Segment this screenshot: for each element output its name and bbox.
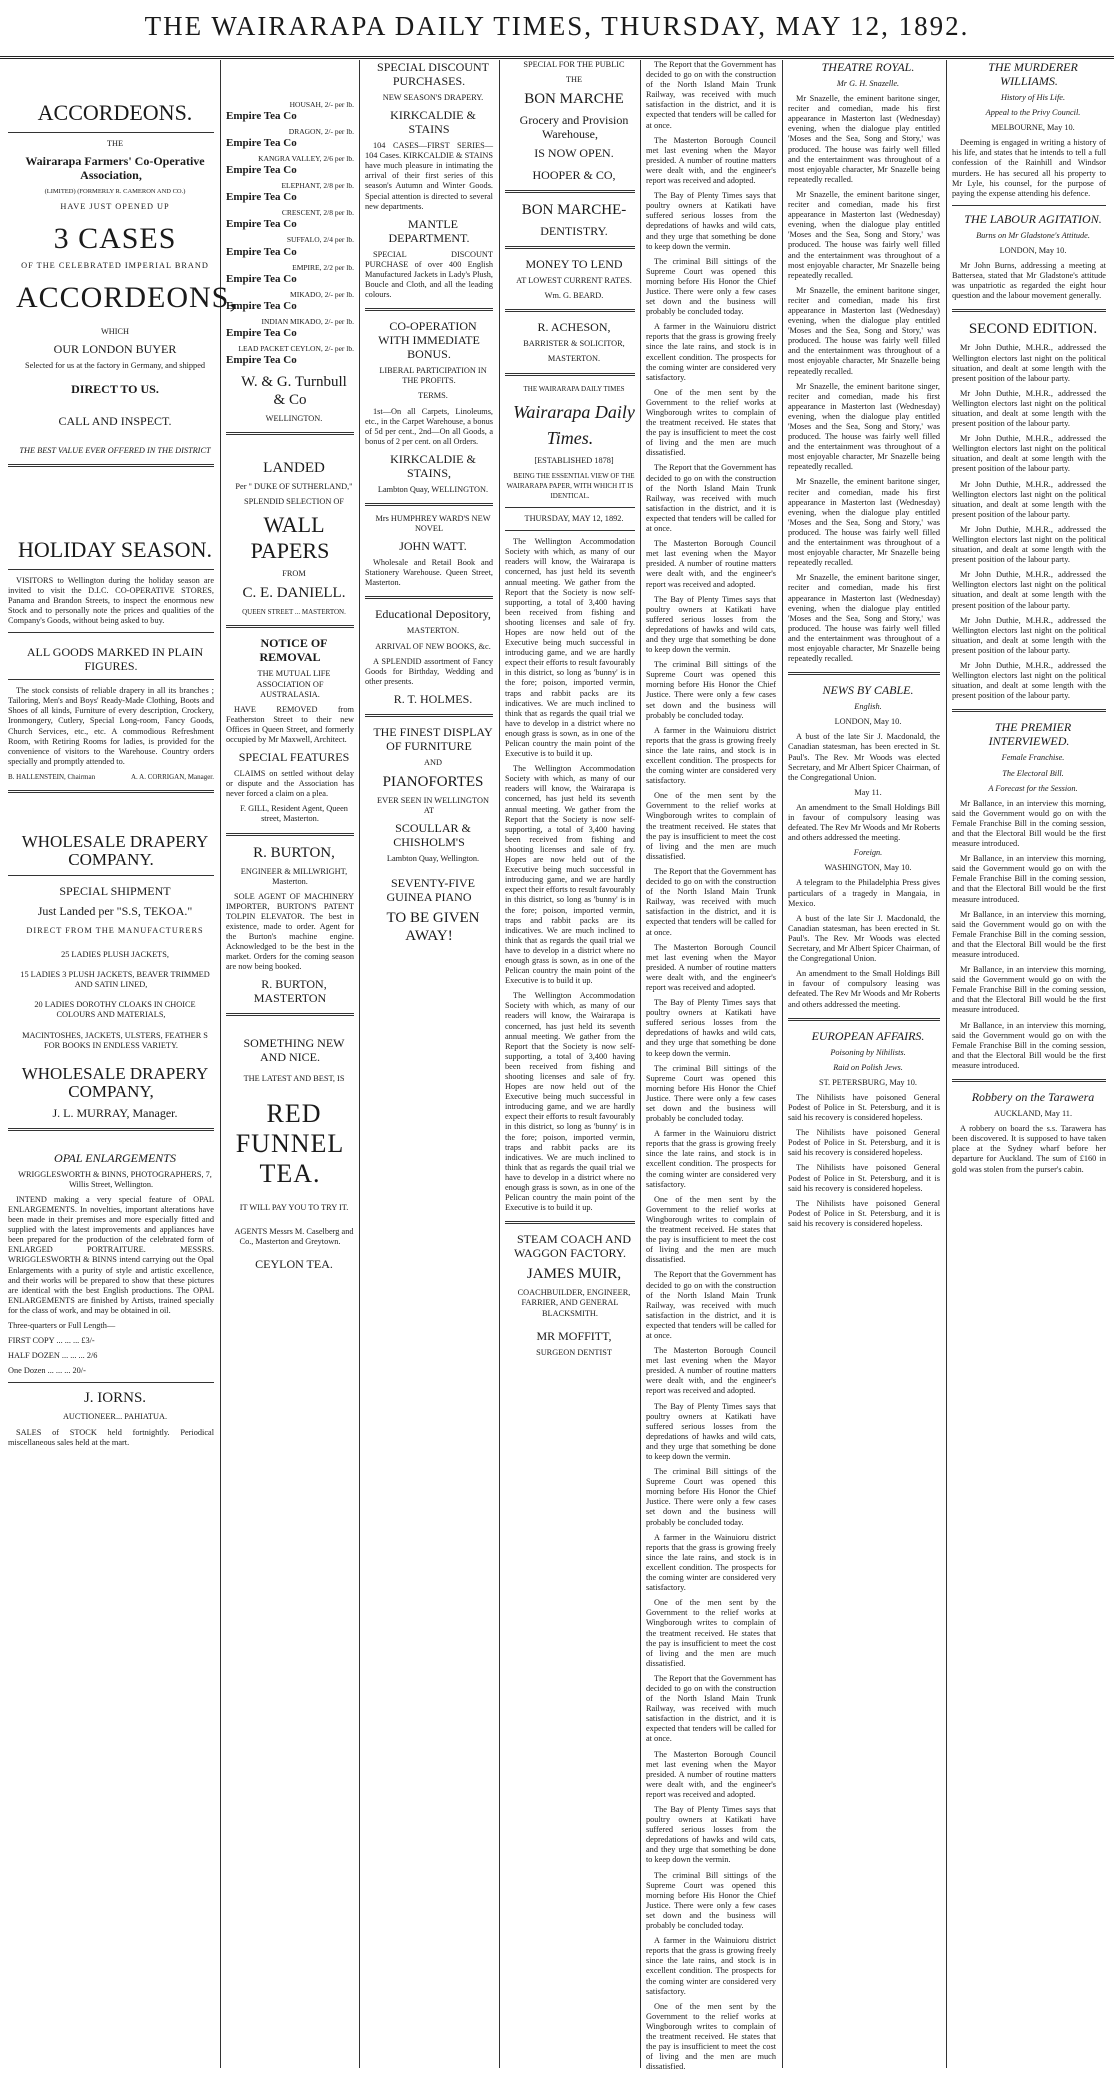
tea-brand-row xyxy=(226,181,354,204)
article-text: The Nihilists have poisoned General Podest of Police in St. Petersburg, and it is said his recovery is considered hopeless. xyxy=(788,1092,940,1123)
dateline: LONDON, May 10. xyxy=(834,717,902,727)
ad-text: DENTISTRY. xyxy=(540,224,608,239)
price-row: One Dozen ... ... ... 20/- xyxy=(8,1366,86,1376)
news-paragraph: The Report that the Government has decided to go on with the construction of the North Island Main Trunk Railway, was received with much satisfaction in the district, and it is expected that tenders will be called for at once. xyxy=(646,866,776,937)
ad-text: IT WILL PAY YOU TO TRY IT. xyxy=(239,1202,349,1212)
masthead-title: THE WAIRARAPA DAILY TIMES, THURSDAY, MAY 12, 1892. xyxy=(144,11,970,41)
news-paragraph: The Report that the Government has decided to go on with the construction of the North Island Main Trunk Railway, was received with much satisfaction in the district, and it is expected that tenders will be called for at once. xyxy=(646,60,776,130)
ad-text: ENGINEER & MILLWRIGHT, Masterton. xyxy=(240,866,348,886)
article-text: Mr Snazelle, the eminent baritone singer, reciter and comedian, made his first appearance in Masterton last (Wednesday) evening, when the dialogue play entitled 'Moses and the Sea, Song and Story,' was produced. The house was fairly well filled and the entertainment was throughout of a most enjoyable character, Mr Snazelle being repeatedly recalled. xyxy=(788,189,940,280)
column-6 xyxy=(788,60,940,2065)
european-affairs xyxy=(788,1029,940,1229)
furniture-ad xyxy=(365,725,493,945)
tea-brand-name: Empire Tea Co xyxy=(226,353,297,366)
ad-heading: W. & G. Turnbull & Co xyxy=(241,373,347,408)
cooperation-ad xyxy=(365,319,493,495)
ad-text: CLAIMS on settled without delay or dispute and the Association has never forced a claim on a plea. xyxy=(226,769,354,799)
ad-text: SCOULLAR & CHISHOLM'S xyxy=(393,821,471,850)
ad-text: THE LATEST AND BEST, IS xyxy=(243,1074,345,1084)
ad-heading: WHOLESALE DRAPERY COMPANY. xyxy=(21,831,209,869)
article-heading: THEATRE ROYAL. xyxy=(821,60,915,74)
tea-brand-row xyxy=(226,127,354,150)
ad-heading: MANTLE DEPARTMENT. xyxy=(388,216,470,245)
ad-text: FROM xyxy=(282,569,306,579)
tea-brand-name: Empire Tea Co xyxy=(226,191,297,204)
ad-text: DIRECT FROM THE MANUFACTURERS xyxy=(26,925,204,935)
editorial-text: The Wellington Accommodation Society with which, as many of our readers will know, the Wairarapa is concerned, has just held its seventh annual meeting. We gather from the Report that the Society is now self-supporting, a total of 3,400 having been received from fishing and shooting licenses and sale of fry. Hopes are now held out of the Executive being much successful in introducing game, and we are hardly expect their efforts to result favourably in this district, so long as 'bunny' is in the fore; poison, imported vermin, traps and rabbit packs are its indicatives. We are much inclined to think that as regards the quail trial we have to develop in a district where no enough grass is sown, as in one of the Pelican country the main point of the Executive is to build it up. xyxy=(505,991,635,1213)
ad-text: THE WAIRARAPA DAILY TIMES xyxy=(523,384,625,393)
news-paragraph: The Masterton Borough Council met last evening when the Mayor presided. A number of routine matters were dealt with, and the engineer's report was received and adopted. xyxy=(646,135,776,186)
accordeons-ad xyxy=(8,100,238,456)
article-heading: NEWS BY CABLE. xyxy=(822,683,914,698)
article-subheading: Burns on Mr Gladstone's Attitude. xyxy=(976,230,1090,240)
column-5 xyxy=(646,60,776,2072)
article-text: A bust of the late Sir J. Macdonald, the Canadian statesman, has been erected in St. Paul's. The Rev. Mr Woods was elected Secretary, and Mr Albert Spicer Chairman, of the Congregational Union. xyxy=(788,732,940,782)
news-paragraph: The Report that the Government has decided to go on with the construction of the North Island Main Trunk Railway, was received with much satisfaction in the district, and it is expected that tenders will be called for at once. xyxy=(646,1270,776,1340)
ad-text: Wairarapa Farmers' Co-Operative Association, xyxy=(25,154,205,183)
tea-brand-row xyxy=(226,154,354,177)
tea-brand-name: Empire Tea Co xyxy=(226,326,297,339)
ad-text: A SPLENDID assortment of Fancy Goods for Birthday, Wedding and other presents. xyxy=(365,656,493,686)
article-subheading: A Forecast for the Session. xyxy=(988,783,1078,793)
ad-text: DIRECT TO US. xyxy=(71,381,159,396)
ad-text: OUR LONDON BUYER xyxy=(53,342,177,357)
ad-text: AUCTIONEER... PAHIATUA. xyxy=(62,1412,168,1422)
ad-heading: SPECIAL FEATURES xyxy=(238,750,350,765)
ad-text: MASTERTON. xyxy=(406,626,460,636)
ad-heading: SOMETHING NEW AND NICE. xyxy=(243,1036,345,1065)
ad-text: Just Landed per "S.S, TEKOA." xyxy=(37,903,193,918)
ad-text: BEING THE ESSENTIAL VIEW OF THE WAIRARAPA PAPER, WITH WHICH IT IS IDENTICAL. xyxy=(506,471,635,500)
editorial-text: The Wellington Accommodation Society with which, as many of our readers will know, the Wairarapa is concerned, has just held its seventh annual meeting. We gather from the Report that the Society is now self-supporting, a total of 3,400 having been received from fishing and shooting licenses and sale of fry. Hopes are now held out of the Executive being much successful in introducing game, and we are hardly expect their efforts to result favourably in this district, so long as 'bunny' is in the fore; poison, imported vermin, traps and rabbit packs are its indicatives. We are much inclined to think that as regards the quail trial we have to develop in a district where no enough grass is sown, as in one of the Pelican country the main point of the Executive is to build it up. xyxy=(505,764,635,986)
ad-text: NEW SEASON'S DRAPERY. xyxy=(382,93,484,102)
news-paragraph: The Masterton Borough Council met last evening when the Mayor presided. A number of routine matters were dealt with, and the engineer's report was received and adopted. xyxy=(646,1749,776,1799)
ad-text: F. GILL, Resident Agent, Queen street, Masterton. xyxy=(240,804,348,824)
ad-heading: OPAL ENLARGEMENTS xyxy=(54,1150,176,1165)
news-paragraph: The criminal Bill sittings of the Supreme Court was opened this morning before His Honor the Chief Justice. There were only a few cases set down and the business will probably be concluded today. xyxy=(646,1467,776,1527)
article-text: The Nihilists have poisoned General Podest of Police in St. Petersburg, and it is said his recovery is considered hopeless. xyxy=(788,1198,940,1228)
nameplate xyxy=(505,384,635,1214)
cable-news xyxy=(788,683,940,1009)
dateline: MELBOURNE, May 10. xyxy=(991,123,1075,133)
signature: B. HALLENSTEIN, Chairman xyxy=(8,772,96,781)
ad-text: (LIMITED) (FORMERLY R. CAMERON AND CO.) xyxy=(44,188,186,196)
ad-text: MR MOFFITT, xyxy=(536,1328,612,1343)
ad-text: VISITORS to Wellington during the holiday season are invited to visit the D.I.C. CO-OPERATIVE STORES, Panama and Brandon Streets, to inspect the enormous new Stock and to personally note the prices and qualities of the Company's Goods, without being asked to buy. xyxy=(8,575,214,626)
article-subheading: The Electoral Bill. xyxy=(1002,768,1064,778)
ad-text: SURGEON DENTIST xyxy=(536,1347,612,1357)
tea-brand-name: Empire Tea Co xyxy=(226,137,297,150)
column-1 xyxy=(8,60,238,2065)
article-heading: THE MURDERER WILLIAMS. xyxy=(988,60,1078,88)
wallpaper-ad xyxy=(226,459,354,617)
news-paragraph: One of the men sent by the Government to the relief works at Wingborough writes to complain of the treatment received. He states that the pay is insufficient to meet the cost of living and the men are much dissatisfied. xyxy=(646,2001,776,2072)
ad-text: Wm. G. BEARD. xyxy=(544,291,604,301)
news-paragraph: The Report that the Government has decided to go on with the construction of the North Island Main Trunk Railway, was received with much satisfaction in the district, and it is expected that tenders will be called for at once. xyxy=(646,1673,776,1744)
tea-brand-row xyxy=(226,100,354,123)
removal-ad xyxy=(226,636,354,824)
news-paragraph: A farmer in the Wainuioru district reports that the grass is growing freely since the late rains, and stock is in excellent condition. The prospects for the coming winter are considered very satisfactory. xyxy=(646,725,776,786)
ad-text: MACINTOSHES, JACKETS, ULSTERS, FEATHER S FOR BOOKS IN ENDLESS VARIETY. xyxy=(22,1030,208,1050)
news-paragraph: One of the men sent by the Government to the relief works at Wingborough writes to complain of the treatment received. He states that the pay is insufficient to meet the cost of living and the men are much dissatisfied. xyxy=(646,387,776,458)
column-rule xyxy=(359,60,360,2068)
tea-brand-row xyxy=(226,235,354,258)
ad-text: SEVENTY-FIVE GUINEA PIANO xyxy=(386,876,475,905)
ad-text: IS NOW OPEN. xyxy=(534,146,614,161)
ad-text: R. T. HOLMES. xyxy=(393,691,473,706)
news-paragraph: A farmer in the Wainuioru district reports that the grass is growing freely since the late rains, and stock is in excellent condition. The prospects for the coming winter are considered very satisfactory. xyxy=(646,1936,776,1996)
ad-heading: R. ACHESON, xyxy=(537,320,611,335)
article-subheading: Foreign. xyxy=(853,848,883,858)
price-row: HALF DOZEN ... ... ... 2/6 xyxy=(8,1351,98,1361)
ad-text: 25 LADIES PLUSH JACKETS, xyxy=(61,950,169,960)
ad-text: [ESTABLISHED 1878] xyxy=(534,455,614,465)
news-paragraph: The Bay of Plenty Times says that poultry owners at Katikati have suffered serious losses from the depredations of hawks and wild cats, and they urge that something be done to keep down the vermin. xyxy=(646,998,776,1058)
news-paragraph: The Bay of Plenty Times says that poultry owners at Katikati have suffered serious losses from the depredations of hawks and wild cats, and they urge that something be done to keep down the vermin. xyxy=(646,1805,776,1865)
article-text: A robbery on board the s.s. Tarawera has been discovered. It is supposed to have taken place at the Sydney wharf before her departure for Auckland. The sum of £160 in gold was stolen from the purser's cabin. xyxy=(952,1124,1106,1174)
ad-text: Lambton Quay, WELLINGTON. xyxy=(377,484,489,494)
news-paragraph: The Masterton Borough Council met last evening when the Mayor presided. A number of routine matters were dealt with, and the engineer's report was received and adopted. xyxy=(646,539,776,589)
paper-nameplate: Wairarapa Daily Times. xyxy=(513,401,635,448)
column-7 xyxy=(952,60,1106,2065)
signature-row xyxy=(8,772,214,782)
ad-text: CALL AND INSPECT. xyxy=(58,413,172,428)
ad-heading: THE FINEST DISPLAY OF FURNITURE xyxy=(373,724,493,753)
article-text: Mr John Duthie, M.H.R., addressed the Wellington electors last night on the political situation, and dealt at some length with the present position of the labour party. xyxy=(952,524,1106,565)
price-row: FIRST COPY ... ... ... £3/- xyxy=(8,1336,95,1346)
ad-text: RED FUNNEL TEA. xyxy=(235,1098,345,1188)
column-rule xyxy=(946,60,947,2068)
dateline: May 11. xyxy=(854,787,882,797)
dentistry-ad xyxy=(505,201,635,238)
ad-text: HOOPER & CO, xyxy=(532,168,616,183)
article-text: Mr John Duthie, M.H.R., addressed the Wellington electors last night on the political situation, and dealt at some length with the present position of the labour party. xyxy=(952,479,1106,519)
news-paragraph: The criminal Bill sittings of the Supreme Court was opened this morning before His Honor the Chief Justice. There were only a few cases set down and the business will probably be concluded today. xyxy=(646,256,776,317)
tea-brand-price: ELEPHANT, 2/8 per lb. xyxy=(281,181,354,191)
ad-text: 1st—On all Carpets, Linoleums, etc., in the Carpet Warehouse, a bonus of 5d per cent., 2nd—On all Goods, a bonus of 2 per cent. on all Orders. xyxy=(365,406,493,446)
ad-heading: WHOLESALE DRAPERY COMPANY, xyxy=(21,1063,209,1101)
ad-heading: ACCORDEONS. xyxy=(37,100,193,125)
tea-brand-row xyxy=(226,317,354,340)
ad-text: WRIGGLESWORTH & BINNS, PHOTOGRAPHERS, 7, Willis Street, Wellington. xyxy=(18,1169,212,1189)
tea-brand-price: KANGRA VALLEY, 2/6 per lb. xyxy=(258,154,354,164)
ad-text: LIBERAL PARTICIPATION IN THE PROFITS. xyxy=(379,366,487,386)
ad-heading: STEAM COACH AND WAGGON FACTORY. xyxy=(513,1232,631,1261)
news-paragraph: One of the men sent by the Government to the relief works at Wingborough writes to complain of the treatment received. He states that the pay is insufficient to meet the cost of living and the men are much dissatisfied. xyxy=(646,1598,776,1668)
article-text: Mr Ballance, in an interview this morning, said the Government would go on with the Female Franchise Bill in the coming session, and that the Electoral Bill would be the first measure introduced. xyxy=(952,909,1106,959)
tea-brand-name: Empire Tea Co xyxy=(226,164,297,177)
news-paragraph: The Bay of Plenty Times says that poultry owners at Katikati have suffered serious losses from the depredations of hawks and wild cats, and they urge that something be done to keep down the vermin. xyxy=(646,1401,776,1461)
ad-text: J. L. MURRAY, Manager. xyxy=(52,1105,178,1120)
tea-list xyxy=(226,100,354,367)
column-rule xyxy=(782,60,783,2068)
tea-brand-price: HOUSAH, 2/- per lb. xyxy=(289,100,354,109)
ad-text: OF THE CELEBRATED IMPERIAL BRAND xyxy=(21,261,209,271)
ad-text: THE xyxy=(565,75,583,85)
tea-brand-name: Empire Tea Co xyxy=(226,299,297,312)
ad-text: 20 LADIES DOROTHY CLOAKS IN CHOICE COLOURS AND MATERIALS, xyxy=(34,1000,196,1020)
tea-brand-price: MIKADO, 2/- per lb. xyxy=(290,289,354,299)
dateline: AUCKLAND, May 11. xyxy=(993,1109,1073,1119)
column-3 xyxy=(365,60,493,2065)
news-paragraph: A farmer in the Wainuioru district reports that the grass is growing freely since the late rains, and stock is in excellent condition. The prospects for the coming winter are considered very satisfactory. xyxy=(646,1532,776,1593)
ad-text: R. BURTON, MASTERTON xyxy=(253,977,327,1006)
article-subheading: English. xyxy=(854,702,882,712)
tea-brand-row xyxy=(226,263,354,286)
ad-text: ARRIVAL OF NEW BOOKS, &c. xyxy=(375,641,491,651)
tea-ad xyxy=(226,100,354,424)
article-heading: Robbery on the Tarawera xyxy=(971,1090,1095,1105)
ad-heading: Mrs HUMPHREY WARD'S NEW NOVEL xyxy=(375,513,491,534)
ad-text: TO BE GIVEN AWAY! xyxy=(386,910,480,945)
article-heading: EUROPEAN AFFAIRS. xyxy=(811,1028,925,1043)
second-edition xyxy=(952,320,1106,701)
tea-brand-price: SUFFALO, 2/4 per lb. xyxy=(286,235,354,245)
news-paragraph: A farmer in the Wainuioru district reports that the grass is growing freely since the late rains, and stock is in excellent condition. The prospects for the coming winter are considered very satisfactory. xyxy=(646,322,776,382)
news-paragraph: One of the men sent by the Government to the relief works at Wingborough writes to complain of the treatment received. He states that the pay is insufficient to meet the cost of living and the men are much dissatisfied. xyxy=(646,1194,776,1265)
ad-text: ACCORDEONS, xyxy=(16,281,238,315)
premier-article xyxy=(952,720,1106,1071)
column-2 xyxy=(226,60,354,2065)
article-subheading: Raid on Polish Jews. xyxy=(833,1062,903,1072)
article-text: A bust of the late Sir J. Macdonald, the Canadian statesman, has been erected in St. Paul's. The Rev. Mr Woods was elected Secretary, and Mr Albert Spicer Chairman, of the Congregational Union. xyxy=(788,913,940,964)
article-text: Mr John Burns, addressing a meeting at Battersea, stated that Mr Gladstone's attitude was unpatriotic as regarded the eight hour question and the labour movement generally. xyxy=(952,261,1106,301)
article-heading: SECOND EDITION. xyxy=(968,321,1098,338)
ad-heading: CO-OPERATION WITH IMMEDIATE BONUS. xyxy=(378,319,480,362)
news-paragraph: A farmer in the Wainuioru district reports that the grass is growing freely since the late rains, and stock is in excellent condition. The prospects for the coming winter are considered very satisfactory. xyxy=(646,1129,776,1189)
article-text: Mr John Duthie, M.H.R., addressed the Wellington electors last night on the political situation, and dealt at some length with the present position of the labour party. xyxy=(952,388,1106,429)
ad-text: THE BEST VALUE EVER OFFERED IN THE DISTRICT xyxy=(19,445,211,455)
ad-text: 3 CASES xyxy=(53,222,177,256)
ad-text: EVER SEEN IN WELLINGTON AT xyxy=(377,796,489,816)
burton-ad xyxy=(226,844,354,1006)
book-ad xyxy=(365,514,493,588)
article-text: Mr Ballance, in an interview this morning, said the Government would go on with the Female Franchise Bill in the coming session, and that the Electoral Bill would be the first measure introduced. xyxy=(952,798,1106,849)
ad-text: COACHBUILDER, ENGINEER, FARRIER, AND GENERAL BLACKSMITH. xyxy=(517,1288,631,1318)
williams-article xyxy=(952,60,1106,199)
ad-text: PIANOFORTES xyxy=(382,774,484,790)
tea-brand-price: CRESCENT, 2/8 per lb. xyxy=(281,208,354,218)
ad-text: JOHN WATT. xyxy=(399,539,467,554)
ad-text: SPLENDID SELECTION OF xyxy=(243,497,345,507)
ad-text: Selected for us at the factory in Germany, and shipped xyxy=(24,361,206,371)
news-paragraph: One of the men sent by the Government to the relief works at Wingborough writes to complain of the treatment received. He states that the pay is insufficient to meet the cost of living and the men are much dissatisfied. xyxy=(646,791,776,861)
article-subheading: History of His Life. xyxy=(1000,93,1066,102)
column-4 xyxy=(505,60,635,2065)
ad-text: THE xyxy=(106,139,124,148)
ad-text: HAVE JUST OPENED UP xyxy=(60,202,170,212)
ad-text: 104 CASES—FIRST SERIES—104 Cases. KIRKCALDIE & STAINS have much pleasure in intimating the arrival of their first series of this season's Autumn and Winter Goods. Special attention is directed to several new departments. xyxy=(365,141,493,211)
robbery-article xyxy=(952,1090,1106,1175)
ad-text: 15 LADIES 3 PLUSH JACKETS, BEAVER TRIMMED AND SATIN LINED, xyxy=(20,970,210,990)
discount-ad xyxy=(365,60,493,300)
article-text: Mr Ballance, in an interview this morning, said the Government would go on with the Female Franchise Bill in the coming session, and that the Electoral Bill would be the first measure introduced. xyxy=(952,1020,1106,1070)
dateline: WASHINGTON, May 10. xyxy=(824,863,912,873)
column-rule xyxy=(220,60,221,2068)
article-text: Deeming is engaged in writing a history of his life, and states that he intends to tell a full confession of the Rainhill and Windsor murders. He has secured all his property to Mr Lyle, his counsel, for the purpose of paying the expense attending his defence. xyxy=(952,138,1106,198)
dateline: LONDON, May 10. xyxy=(999,245,1067,255)
article-text: Mr John Duthie, M.H.R., addressed the Wellington electors last night on the political situation, and dealt at some length with the present position of the labour party. xyxy=(952,434,1106,474)
ad-heading: LANDED xyxy=(263,460,325,477)
coach-ad xyxy=(505,1232,635,1357)
ad-text: SOLE AGENT OF MACHINERY IMPORTER, BURTON'S PATENT TOLPIN ELEVATOR. The best in existence, made to order. Agent for the Burton's machine engine. Acknowledged to be the best in the market. Orders for the coming season are now being booked. xyxy=(226,891,354,972)
bon-marche-ad xyxy=(505,60,635,182)
ad-text: TERMS. xyxy=(418,391,448,401)
ad-text: KIRKCALDIE & STAINS, xyxy=(390,451,476,480)
ad-text: The stock consists of reliable drapery in all its branches ; Tailoring, Men's and Boys' Ready-Made Clothing, Boots and Shoes of all kinds, Furniture of every description, Crockery, Ironmongery, Cutlery, Special Long-room, Fancy Goods, Church Services, etc., etc. A commodious Refreshment Room, with Retiring Rooms for ladies, is provided for the convenience of visitors to the Warehouse. Country orders specially and promptly attended to. xyxy=(8,686,214,766)
article-text: The Nihilists have poisoned General Podest of Police in St. Petersburg, and it is said his recovery is considered hopeless. xyxy=(788,1163,940,1193)
opal-ad xyxy=(8,1151,214,1448)
ad-heading: MONEY TO LEND xyxy=(525,257,623,272)
ad-heading: J. IORNS. xyxy=(83,1390,147,1407)
ad-text: MASTERTON. xyxy=(547,354,601,364)
holiday-ad xyxy=(8,537,214,782)
article-text: A telegram to the Philadelphia Press gives particulars of a tragedy in Mangaia, in Mexico. xyxy=(788,878,940,908)
ad-text: Grocery and Provision Warehouse, xyxy=(519,113,629,142)
article-text: Mr Ballance, in an interview this morning, said the Government would go on with the Female Franchise Bill in the coming session, and that the Electoral Bill would be the first measure introduced. xyxy=(952,965,1106,1015)
ad-text: AND xyxy=(424,757,442,767)
article-subheading: Mr G. H. Snazelle. xyxy=(836,79,900,88)
ad-text: HAVE REMOVED from Featherston Street to their new Offices in Queen Street, and formerly occupied by Mr Maxwell, Architect. xyxy=(226,704,354,744)
article-text: Mr John Duthie, M.H.R., addressed the Wellington electors last night on the political situation, and dealt at some length with the present position of the labour party. xyxy=(952,570,1106,610)
ad-heading: ALL GOODS MARKED IN PLAIN FIGURES. xyxy=(26,645,204,674)
ad-text: Three-quarters or Full Length— xyxy=(8,1321,116,1331)
news-paragraph: The Report that the Government has decided to go on with the construction of the North Island Main Trunk Railway, was received with much satisfaction in the district, and it is expected that tenders will be called for at once. xyxy=(646,463,776,534)
article-text: An amendment to the Small Holdings Bill in favour of compulsory leasing was defeated. The Rev Mr Woods and Mr Roberts and others addressed the meeting. xyxy=(788,969,940,1009)
news-paragraph: The criminal Bill sittings of the Supreme Court was opened this morning before His Honor the Chief Justice. There were only a few cases set down and the business will probably be concluded today. xyxy=(646,1870,776,1931)
news-paragraph: The criminal Bill sittings of the Supreme Court was opened this morning before His Honor the Chief Justice. There were only a few cases set down and the business will probably be concluded today. xyxy=(646,660,776,720)
ad-text: C. E. DANIELL. xyxy=(242,585,346,602)
article-text: Mr John Duthie, M.H.R., addressed the Wellington electors last night on the political situation, and dealt at some length with the present position of the labour party. xyxy=(952,343,1106,383)
tea-brand-row xyxy=(226,208,354,231)
article-text: Mr John Duthie, M.H.R., addressed the Wellington electors last night on the political situation, and dealt at some length with the present position of the labour party. xyxy=(952,661,1106,701)
labour-article xyxy=(952,212,1106,302)
article-text: Mr John Duthie, M.H.R., addressed the Wellington electors last night on the political situation, and dealt at some length with the present position of the labour party. xyxy=(952,615,1106,655)
ad-text: AT LOWEST CURRENT RATES. xyxy=(516,276,632,286)
ad-text: SPECIAL DISCOUNT PURCHASE of over 400 English Manufactured Jackets in Lady's Plush, Boucle and Cloth, and all the leading colours. xyxy=(365,249,493,300)
article-heading: THE PREMIER INTERVIEWED. xyxy=(988,720,1072,749)
article-heading: THE LABOUR AGITATION. xyxy=(964,211,1102,226)
ad-text: SPECIAL SHIPMENT xyxy=(59,883,171,898)
ad-text: CEYLON TEA. xyxy=(255,1256,333,1271)
ad-heading: BON MARCHE- xyxy=(521,202,627,219)
tea-brand-row xyxy=(226,344,354,367)
ad-text: BARRISTER & SOLICITOR, xyxy=(523,339,625,349)
column-rule xyxy=(499,60,500,2068)
tea-brand-price: DRAGON, 2/- per lb. xyxy=(288,127,354,137)
editorial-text: The Wellington Accommodation Society with which, as many of our readers will know, the Wairarapa is concerned, has just held its seventh annual meeting. We gather from the Report that the Society is now self-supporting, a total of 3,400 having been received from fishing and shooting licenses and sale of fry. Hopes are now held out of the Executive being much successful in introducing game, and we are hardly expect their efforts to result favourably in this district, so long as 'bunny' is in the fore; poison, imported vermin, traps and rabbit packs are its indicatives. We are much inclined to think that as regards the quail trial we have to develop in a district where no enough grass is sown, as in one of the Pelican country the main point of the Executive is to build it up. xyxy=(505,537,635,759)
article-text: An amendment to the Small Holdings Bill in favour of compulsory leasing was defeated. The Rev Mr Woods and Mr Roberts and others addressed the meeting. xyxy=(788,802,940,843)
drapery-ad xyxy=(8,833,214,1120)
red-funnel-ad xyxy=(226,1036,354,1270)
article-subheading: Poisoning by Nihilists. xyxy=(830,1047,906,1057)
masthead xyxy=(0,0,1114,59)
ad-text: Wholesale and Retail Book and Stationery Warehouse. Queen Street, Masterton. xyxy=(365,558,493,588)
money-ad xyxy=(505,257,635,301)
article-subheading: Female Franchise. xyxy=(1001,753,1065,763)
ad-text: AGENTS Messrs M. Caselberg and Co., Masterton and Greytown. xyxy=(234,1226,354,1246)
ad-text: KIRKCALDIE & STAINS xyxy=(390,108,476,137)
ad-text: Lambton Quay, Wellington. xyxy=(386,854,480,864)
ad-text: Per " DUKE OF SUTHERLAND," xyxy=(235,482,353,492)
news-paragraph: The Bay of Plenty Times says that poultry owners at Katikati have suffered serious losses from the depredations of hawks and wild cats, and they urge that something be done to keep down the vermin. xyxy=(646,594,776,655)
article-text: Mr Snazelle, the eminent baritone singer, reciter and comedian, made his first appearance in Masterton last (Wednesday) evening, when the dialogue play entitled 'Moses and the Sea, Song and Story,' was produced. The house was fairly well filled and the entertainment was throughout of a most enjoyable character, Mr Snazelle being repeatedly recalled. xyxy=(788,381,940,472)
ad-text: JAMES MUIR, xyxy=(526,1266,622,1283)
article-text: Mr Snazelle, the eminent baritone singer, reciter and comedian, made his first appearance in Masterton last (Wednesday) evening, when the dialogue play entitled 'Moses and the Sea, Song and Story,' was produced. The house was fairly well filled and the entertainment was throughout of a most enjoyable character, Mr Snazelle being repeatedly recalled. xyxy=(788,285,940,376)
article-subheading: Appeal to the Privy Council. xyxy=(985,108,1081,118)
ad-text: WELLINGTON. xyxy=(265,413,323,423)
article-text: Mr Snazelle, the eminent baritone singer, reciter and comedian, made his first appearance in Masterton last (Wednesday) evening, when the dialogue play entitled 'Moses and the Sea, Song and Story,' was produced. The house was fairly well filled and the entertainment was throughout of a most enjoyable character, Mr Snazelle being repeatedly recalled. xyxy=(788,477,940,568)
educational-ad xyxy=(365,607,493,705)
tea-brand-price: LEAD PACKET CEYLON, 2/- per lb. xyxy=(238,343,354,353)
issue-date: THURSDAY, MAY 12, 1892. xyxy=(524,514,624,524)
article-text: Mr Ballance, in an interview this morning, said the Government would go on with the Female Franchise Bill in the coming session, and that the Electoral Bill would be the first measure introduced. xyxy=(952,854,1106,904)
tea-brand-row xyxy=(226,290,354,313)
ad-text: BON MARCHE xyxy=(524,91,624,108)
ad-text: SALES of STOCK held fortnightly. Periodical miscellaneous sales held at the mart. xyxy=(8,1427,214,1447)
news-paragraph: The Bay of Plenty Times says that poultry owners at Katikati have suffered serious losses from the depredations of hawks and wild cats, and they urge that something be done to keep down the vermin. xyxy=(646,191,776,251)
signature: A. A. CORRIGAN, Manager. xyxy=(130,772,214,781)
ad-text: QUEEN STREET ... MASTERTON. xyxy=(242,608,346,617)
theatre-article xyxy=(788,60,940,664)
tea-brand-name: Empire Tea Co xyxy=(226,245,297,258)
acheson-ad xyxy=(505,320,635,364)
ad-text: INTEND making a very special feature of OPAL ENLARGEMENTS. In novelties, important alterations have been made in their premises and more especially fitted and supplied with the latest improvements and appliances have been prepared for the production of the celebrated form of ENLARGED PORTRAITURE. MESSRS. WRIGGLESWORTH & BINNS intend carrying out the Opal Enlargements with a purity of style and artistic excellence, and their works will be prepared to show that these pictures are identical with the best English productions. The OPAL ENLARGEMENTS are finished by Artists, trained specially for the class of work, and may be obtained in oil. xyxy=(8,1194,214,1315)
ad-text: WALL PAPERS xyxy=(250,512,330,564)
ad-heading: SPECIAL FOR THE PUBLIC xyxy=(523,60,625,69)
tea-brand-name: Empire Tea Co xyxy=(226,110,297,123)
news-paragraph: The Masterton Borough Council met last evening when the Mayor presided. A number of routine matters were dealt with, and the engineer's report was received and adopted. xyxy=(646,942,776,992)
news-paragraph: The criminal Bill sittings of the Supreme Court was opened this morning before His Honor the Chief Justice. There were only a few cases set down and the business will probably be concluded today. xyxy=(646,1063,776,1124)
ad-heading: HOLIDAY SEASON. xyxy=(18,536,212,562)
dateline: ST. PETERSBURG, May 10. xyxy=(818,1077,918,1087)
article-text: Mr Snazelle, the eminent baritone singer, reciter and comedian, made his first appearance in Masterton last (Wednesday) evening, when the dialogue play entitled 'Moses and the Sea, Song and Story,' was produced. The house was fairly well filled and the entertainment was throughout of a most enjoyable character, Mr Snazelle being repeatedly recalled. xyxy=(788,573,940,664)
news-paragraph: The Masterton Borough Council met last evening when the Mayor presided. A number of routine matters were dealt with, and the engineer's report was received and adopted. xyxy=(646,1346,776,1396)
column-rule xyxy=(640,60,641,2068)
article-text: The Nihilists have poisoned General Podest of Police in St. Petersburg, and it is said his recovery is considered hopeless. xyxy=(788,1128,940,1158)
tea-brand-price: EMPIRE, 2/2 per lb. xyxy=(292,262,354,272)
ad-heading: R. BURTON, xyxy=(253,844,335,861)
tea-brand-name: Empire Tea Co xyxy=(226,272,297,285)
tea-brand-price: INDIAN MIKADO, 2/- per lb. xyxy=(261,316,354,326)
ad-heading: Educational Depository, xyxy=(375,607,491,622)
ad-heading: SPECIAL DISCOUNT PURCHASES. xyxy=(377,60,489,88)
ad-text: THE MUTUAL LIFE ASSOCIATION OF AUSTRALASIA. xyxy=(256,669,331,699)
ad-heading: NOTICE OF REMOVAL xyxy=(259,636,328,665)
article-text: Mr Snazelle, the eminent baritone singer, reciter and comedian, made his first appearance in Masterton last (Wednesday) evening, when the dialogue play entitled 'Moses and the Sea, Song and Story,' was produced. The house was fairly well filled and the entertainment was throughout of a most enjoyable character, Mr Snazelle being repeatedly recalled. xyxy=(788,94,940,184)
ad-text: WHICH xyxy=(100,327,130,337)
tea-brand-name: Empire Tea Co xyxy=(226,218,297,231)
